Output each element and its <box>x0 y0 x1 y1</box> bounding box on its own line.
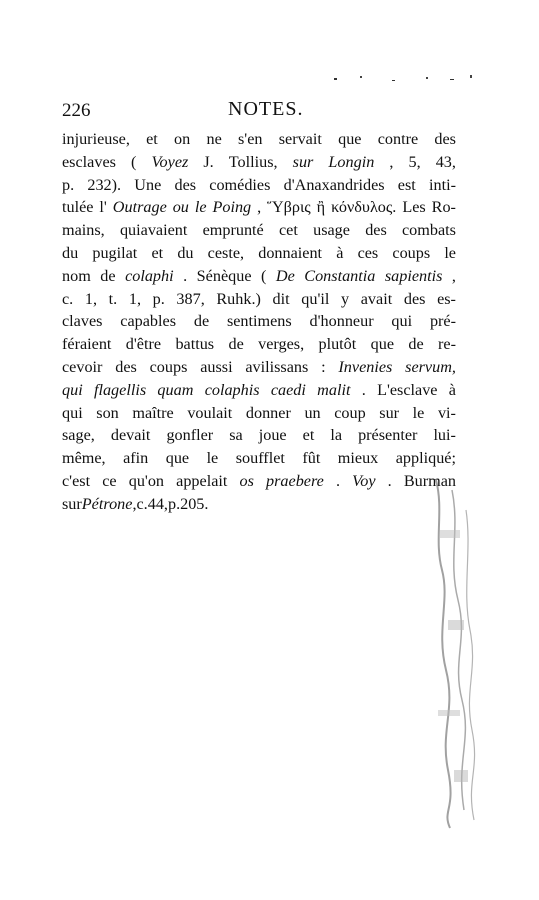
italic-word: Outrage <box>112 198 167 217</box>
word: et <box>146 130 158 148</box>
italic-word: os <box>239 471 254 490</box>
word: sur <box>62 494 82 513</box>
word: 44, <box>147 494 168 513</box>
word: Une <box>134 175 162 194</box>
text-line <box>62 151 456 174</box>
text-line <box>62 174 456 197</box>
word: battus <box>175 335 215 354</box>
word: avait <box>360 289 393 308</box>
word: à <box>336 243 344 262</box>
word: fût <box>302 449 321 468</box>
word: verges, <box>258 335 305 354</box>
word: des <box>365 221 387 240</box>
word: est <box>397 175 416 194</box>
word: sentimens <box>226 312 292 331</box>
word: maître <box>132 403 174 422</box>
word: . <box>336 471 341 490</box>
italic-word: le <box>194 198 207 217</box>
word: sur <box>379 403 400 422</box>
word: qu'il <box>301 289 330 308</box>
word: , <box>389 152 394 171</box>
word: 43, <box>435 152 456 171</box>
word: c. <box>136 494 148 513</box>
text-line <box>62 356 456 379</box>
word: des <box>403 289 426 308</box>
text-line <box>62 493 456 516</box>
word: , <box>451 266 456 285</box>
word: soufflet <box>235 449 285 468</box>
word: vi- <box>437 403 456 422</box>
word: devait <box>110 426 151 445</box>
italic-word: Voyez <box>151 152 189 171</box>
word: contre <box>377 130 419 148</box>
word: d'être <box>125 335 162 354</box>
word: ἢ <box>316 198 326 217</box>
word: , <box>257 198 262 217</box>
word: Tollius, <box>228 152 278 171</box>
word: le <box>412 403 425 422</box>
text-line <box>62 310 456 333</box>
word: présenter <box>358 426 418 445</box>
word: y <box>341 289 350 308</box>
text-line <box>62 424 456 447</box>
word: , <box>132 494 137 513</box>
italic-word: praebere <box>266 471 324 490</box>
text-line <box>62 265 456 288</box>
word: dit <box>272 289 290 308</box>
word: qui <box>62 403 83 422</box>
word: de <box>228 335 244 354</box>
word: ne <box>206 130 222 148</box>
word: ( <box>131 152 137 171</box>
word: c'est <box>62 471 91 490</box>
text-line <box>62 402 456 425</box>
word: féraient <box>62 335 112 354</box>
word: appelait <box>176 471 228 490</box>
word: Sénèque <box>196 266 252 285</box>
word: plutôt <box>318 335 357 354</box>
word: quiavaient <box>119 221 188 240</box>
word: mains, <box>62 221 105 240</box>
italic-word: caedi <box>270 380 306 399</box>
word: donnaient <box>258 243 323 262</box>
word: coups <box>149 357 188 376</box>
italic-word: servum, <box>405 357 456 376</box>
word: mieux <box>337 449 379 468</box>
word: le <box>444 243 456 262</box>
word: avilissans <box>245 357 309 376</box>
word: Ro- <box>431 198 456 217</box>
word: capables <box>120 312 177 331</box>
word: ceste, <box>207 243 245 262</box>
word: . <box>361 380 366 399</box>
word: que <box>370 335 394 354</box>
word: on <box>174 130 191 148</box>
word: des <box>434 130 456 148</box>
word: qui <box>391 312 413 331</box>
word: à <box>448 380 456 399</box>
text-line <box>62 379 456 402</box>
word: donner <box>245 403 291 422</box>
text-line <box>62 288 456 311</box>
text-line <box>62 219 456 242</box>
text-line <box>62 447 456 470</box>
word: ce <box>102 471 117 490</box>
word: aussi <box>200 357 233 376</box>
italic-word: Invenies <box>338 357 393 376</box>
word: L'esclave <box>377 380 438 399</box>
word: du <box>62 243 79 262</box>
italic-word: sapientis <box>384 266 443 285</box>
word: gonfler <box>166 426 214 445</box>
word: combats <box>402 221 456 240</box>
word: que <box>338 130 362 148</box>
word: que <box>165 449 190 468</box>
word: voulait <box>187 403 233 422</box>
word: 205. <box>180 494 209 513</box>
word: . <box>387 471 392 490</box>
word: t. <box>108 289 118 308</box>
word: de <box>408 335 424 354</box>
word: 387, <box>176 289 205 308</box>
word: d'Anaxandrides <box>283 175 385 194</box>
word: sage, <box>62 426 95 445</box>
text-line <box>62 128 456 151</box>
word: du <box>177 243 194 262</box>
word: nom <box>62 266 91 285</box>
text-line <box>62 470 456 493</box>
word: lui- <box>433 426 456 445</box>
word: pré- <box>429 312 456 331</box>
word: afin <box>123 449 149 468</box>
word: de <box>100 266 116 285</box>
italic-word: De <box>275 266 295 285</box>
word: Ὕβρις <box>267 198 311 217</box>
word: Ruhk.) <box>216 289 261 308</box>
word: son <box>96 403 119 422</box>
word: servait <box>278 130 322 148</box>
page-header <box>62 98 462 124</box>
text-line <box>62 242 456 265</box>
italic-word: Longin <box>328 152 375 171</box>
word: comédies <box>209 175 271 194</box>
word: d'honneur <box>309 312 374 331</box>
word: usage <box>313 221 350 240</box>
word: cevoir <box>62 357 103 376</box>
word: sa <box>229 426 243 445</box>
word: 1, <box>128 289 141 308</box>
word: : <box>321 357 326 376</box>
word: esclaves <box>62 152 116 171</box>
word: des <box>174 175 197 194</box>
word: joue <box>258 426 287 445</box>
word: le <box>206 449 219 468</box>
word: ces <box>357 243 379 262</box>
word: Les <box>402 198 426 217</box>
ink-specks <box>330 70 480 90</box>
word: tulée <box>62 198 94 217</box>
italic-word: colaphis <box>204 380 260 399</box>
word: et <box>302 426 315 445</box>
word: qu'on <box>128 471 165 490</box>
word: un <box>304 403 321 422</box>
text-line <box>62 196 456 219</box>
italic-word: Voy <box>352 471 376 490</box>
word: p. <box>152 289 165 308</box>
italic-word: Pétrone <box>81 494 133 513</box>
word: de <box>193 312 210 331</box>
word: es- <box>437 289 456 308</box>
word: 232). <box>87 175 122 194</box>
word: des <box>115 357 137 376</box>
word: cet <box>278 221 298 240</box>
word: p. <box>62 175 75 194</box>
word: re- <box>438 335 456 354</box>
word: coups <box>392 243 431 262</box>
word: la <box>330 426 343 445</box>
word: κόνδυλος. <box>331 198 397 217</box>
word: emprunté <box>202 221 264 240</box>
page-number: 226 <box>62 100 91 121</box>
italic-word: quam <box>157 380 194 399</box>
word: ( <box>261 266 267 285</box>
word: l' <box>99 198 107 217</box>
notes-body <box>62 128 456 516</box>
text-line <box>62 333 456 356</box>
word: . <box>183 266 188 285</box>
word: 1, <box>84 289 98 308</box>
word: inti- <box>428 175 456 194</box>
italic-word: colaphi <box>125 266 174 285</box>
italic-word: malit <box>317 380 351 399</box>
word: appliqué; <box>395 449 456 468</box>
italic-word: qui <box>62 380 83 399</box>
word: et <box>151 243 164 262</box>
word: pugilat <box>92 243 138 262</box>
word: J. <box>203 152 214 171</box>
italic-word: Constantia <box>304 266 376 285</box>
word: injurieuse, <box>62 130 130 148</box>
word: même, <box>62 449 106 468</box>
italic-word: ou <box>172 198 189 217</box>
word: c. <box>62 289 74 308</box>
word: coup <box>334 403 366 422</box>
italic-word: Poing <box>212 198 252 217</box>
word: Burman <box>403 471 456 490</box>
italic-word: sur <box>292 152 314 171</box>
word: s'en <box>237 130 263 148</box>
word: claves <box>62 312 103 331</box>
word: p. <box>167 494 181 513</box>
running-title: NOTES. <box>228 98 304 120</box>
word: 5, <box>408 152 421 171</box>
italic-word: flagellis <box>93 380 147 399</box>
page-bleed-through <box>430 470 478 830</box>
